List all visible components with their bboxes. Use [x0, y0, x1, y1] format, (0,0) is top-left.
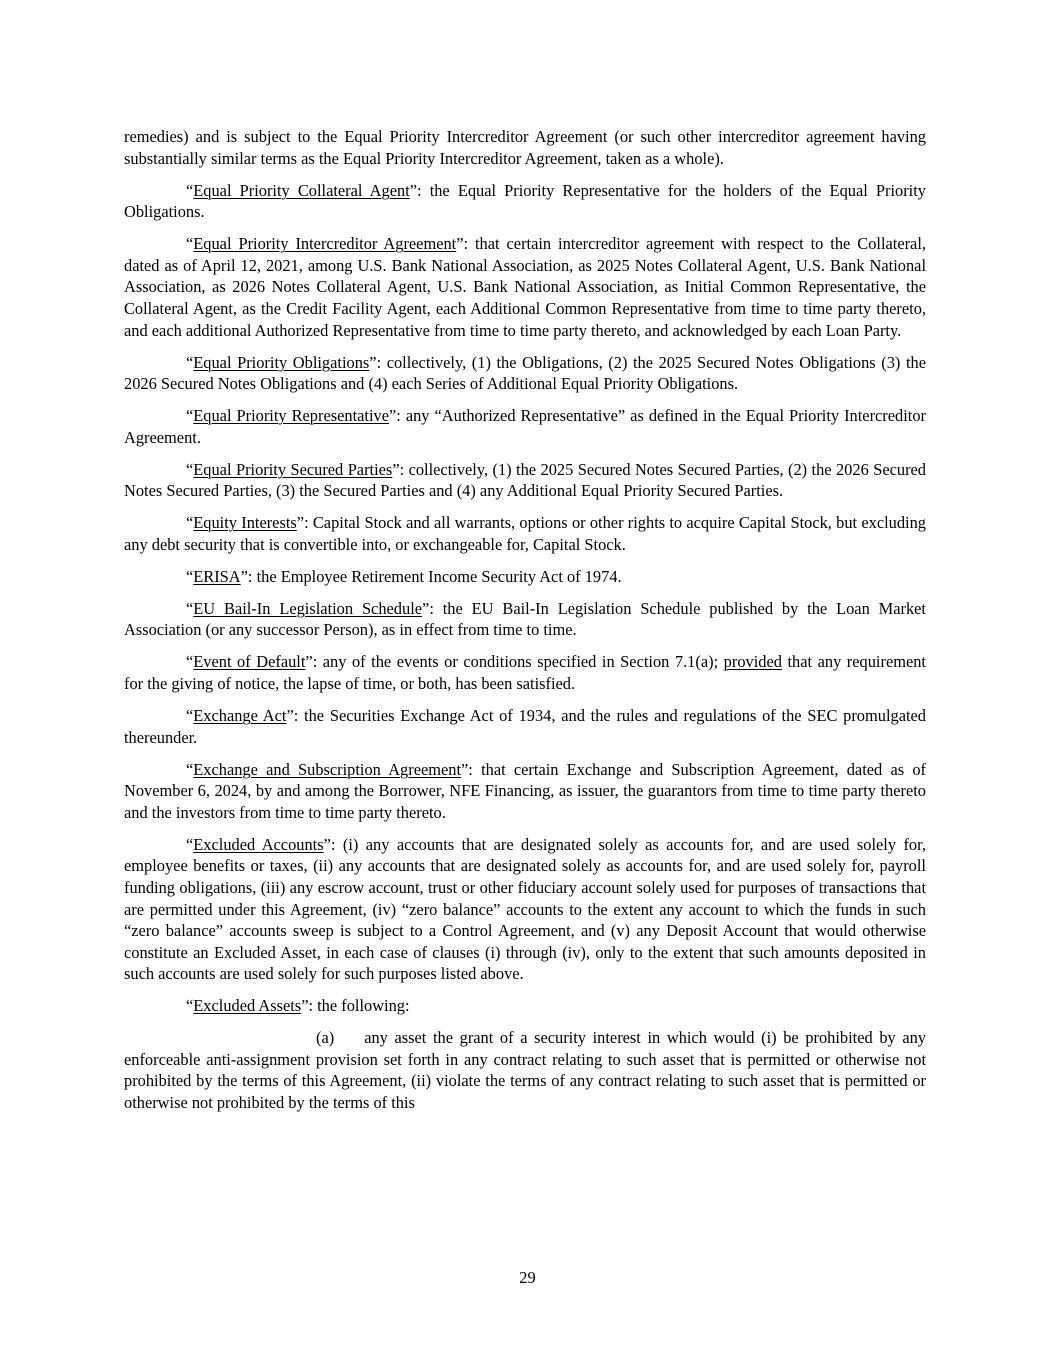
definition-body-before: : any of the events or conditions specified in Section 7.1(a); [312, 652, 724, 672]
close-quote: ” [296, 513, 305, 533]
definition-equal-priority-secured-parties [124, 459, 926, 502]
defined-term: Excluded Accounts [193, 834, 324, 854]
open-quote: “ [186, 598, 194, 618]
defined-term: Equal Priority Representative [193, 406, 389, 426]
close-quote: ” [392, 459, 400, 479]
close-quote: ” [286, 705, 294, 725]
definition-exchange-act [124, 705, 926, 748]
definition-equal-priority-intercreditor-agreement [124, 233, 926, 341]
definition-body: : the Employee Retirement Income Security Act of 1974. [247, 566, 622, 586]
opening-paragraph [124, 126, 926, 169]
provided-emphasis: provided [723, 652, 782, 672]
open-quote: “ [186, 566, 194, 586]
close-quote: ” [240, 566, 248, 586]
definition-equal-priority-collateral-agent [124, 180, 926, 223]
close-quote: ” [305, 652, 313, 672]
open-quote: “ [186, 459, 194, 479]
defined-term: ERISA [193, 566, 241, 586]
open-quote: “ [186, 759, 194, 779]
close-quote: ” [461, 759, 469, 779]
definition-excluded-accounts [124, 834, 926, 985]
definition-erisa [124, 566, 926, 588]
definition-eu-bail-in-legislation-schedule [124, 598, 926, 641]
open-quote: “ [186, 180, 194, 200]
defined-term: Equal Priority Obligations [193, 352, 370, 372]
close-quote: ” [301, 996, 309, 1016]
definition-exchange-and-subscription-agreement [124, 759, 926, 824]
defined-term: Equity Interests [193, 513, 297, 533]
close-quote: ” [409, 180, 418, 200]
definition-equity-interests [124, 512, 926, 555]
clause-label: (a) [316, 1028, 335, 1048]
open-quote: “ [186, 513, 194, 533]
open-quote: “ [186, 705, 194, 725]
page-number: 29 [519, 1268, 536, 1287]
defined-term: Event of Default [193, 652, 306, 672]
definition-body: : that certain intercreditor agreement with respect to the Collateral, dated as of April 12, 2021, among U.S. Bank National Association, as 2025 Notes Collateral Agent, U.S. Bank National Association, as 2026 Notes Collateral Agent, U.S. Bank National Association, as Initial Common Representative, the Collateral Agent, as the Credit Facility Agent, each Additional Common Representative from time to time party thereto, and each additional Authorized Representative from time to time party thereto, and acknowledged by each Loan Party. [124, 234, 926, 340]
opening-text: remedies) and is subject to the Equal Priority Intercreditor Agreement (or such other intercreditor agreement having substantially similar terms as the Equal Priority Intercreditor Agreement, taken as a whole). [124, 127, 926, 168]
definition-excluded-assets [124, 995, 926, 1017]
defined-term: Equal Priority Intercreditor Agreement [193, 234, 457, 254]
clause-text: any asset the grant of a security interest in which would (i) be prohibited by any enforceable anti-assignment provision set forth in any contract relating to such asset that is permitted or otherwise not prohibited by the terms of this Agreement, (ii) violate the terms of any contract relating to such asset that is permitted or otherwise not prohibited by the terms of this [124, 1028, 926, 1113]
definition-body: : any “Authorized Representative” as defined in the Equal Priority Intercreditor Agreement. [124, 406, 926, 447]
defined-term: Exchange and Subscription Agreement [193, 759, 462, 779]
definition-body-after: that any requirement for the giving of notice, the lapse of time, or both, has been satisfied. [124, 652, 926, 693]
definition-equal-priority-representative [124, 405, 926, 448]
open-quote: “ [186, 834, 194, 854]
open-quote: “ [186, 234, 194, 254]
defined-term: Exchange Act [193, 705, 287, 725]
defined-term: Equal Priority Secured Parties [193, 459, 393, 479]
open-quote: “ [186, 652, 194, 672]
close-quote: ” [456, 234, 464, 254]
definition-body: : the EU Bail-In Legislation Schedule published by the Loan Market Association (or any successor Person), as in effect from time to time. [124, 598, 926, 640]
definition-body: : Capital Stock and all warrants, options or other rights to acquire Capital Stock, but excluding any debt security that is convertible into, or exchangeable for, Capital Stock. [124, 513, 926, 554]
defined-term: Equal Priority Collateral Agent [193, 180, 410, 200]
definition-body: : (i) any accounts that are designated solely as accounts for, and are used solely for, employee benefits or taxes, (ii) any accounts that are designated solely as accounts for, and are used solely for, payroll funding obligations, (iii) any escrow account, trust or other fiduciary account solely used for purposes of transactions that are permitted under this Agreement, (iv) “zero balance” accounts to the extent any account to which the funds in such “zero balance” accounts sweep is subject to a Control Agreement, and (v) any Deposit Account that would otherwise constitute an Excluded Asset, in each case of clauses (i) through (iv), only to the extent that such amounts deposited in such accounts are used solely for such purposes listed above. [124, 834, 926, 984]
definition-body: : that certain Exchange and Subscription Agreement, dated as of November 6, 2024, by and among the Borrower, NFE Financing, as issuer, the guarantors from time to time party thereto and the investors from time to time party thereto. [124, 759, 926, 822]
defined-term: Excluded Assets [193, 996, 302, 1016]
open-quote: “ [186, 406, 194, 426]
close-quote: ” [389, 406, 397, 426]
definition-body: : the Securities Exchange Act of 1934, and the rules and regulations of the SEC promulgated thereunder. [124, 705, 926, 747]
clause-a [124, 1027, 926, 1113]
open-quote: “ [186, 352, 194, 372]
definition-event-of-default [124, 651, 926, 694]
definition-equal-priority-obligations [124, 352, 926, 395]
defined-term: EU Bail-In Legislation Schedule [193, 598, 423, 618]
close-quote: ” [422, 598, 430, 618]
definition-body: : collectively, (1) the Obligations, (2) the 2025 Secured Notes Obligations (3) the 2026 Secured Notes Obligations and (4) each Series of Additional Equal Priority Obligations. [124, 352, 926, 394]
document-page [124, 126, 926, 1124]
open-quote: “ [186, 996, 194, 1016]
definition-body: : collectively, (1) the 2025 Secured Notes Secured Parties, (2) the 2026 Secured Notes Secured Parties, (3) the Secured Parties and (4) any Additional Equal Priority Secured Parties. [124, 459, 926, 501]
definition-body: : the Equal Priority Representative for the holders of the Equal Priority Obligations. [124, 180, 926, 222]
definition-body: : the following: [308, 996, 410, 1016]
close-quote: ” [369, 352, 377, 372]
close-quote: ” [323, 834, 331, 854]
